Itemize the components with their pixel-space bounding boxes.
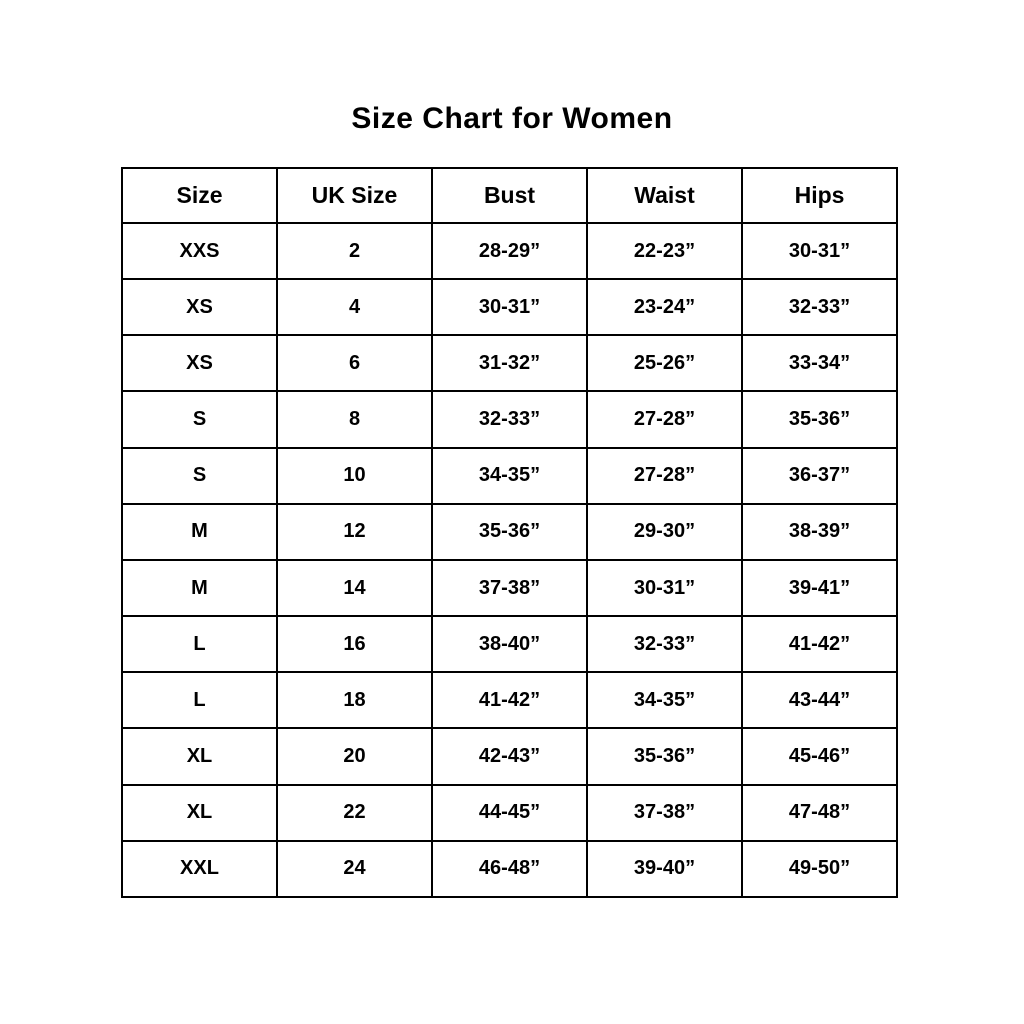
table-cell: 30-31”: [587, 560, 742, 616]
table-row: [122, 560, 897, 616]
table-cell: 33-34”: [742, 335, 897, 391]
table-cell: 28-29”: [432, 223, 587, 279]
table-cell: 43-44”: [742, 672, 897, 728]
table-row: [122, 279, 897, 335]
table-cell: S: [122, 448, 277, 504]
table-row: [122, 223, 897, 279]
table-cell: 42-43”: [432, 728, 587, 784]
table-cell: 45-46”: [742, 728, 897, 784]
table-cell: XXS: [122, 223, 277, 279]
table-cell: 12: [277, 504, 432, 560]
table-cell: XS: [122, 279, 277, 335]
table-cell: L: [122, 672, 277, 728]
table-cell: XXL: [122, 841, 277, 897]
table-cell: 10: [277, 448, 432, 504]
table-header: [122, 168, 897, 223]
size-chart-table: [121, 167, 898, 898]
table-cell: M: [122, 504, 277, 560]
table-cell: 29-30”: [587, 504, 742, 560]
column-header: Hips: [742, 168, 897, 223]
table-cell: M: [122, 560, 277, 616]
table-cell: 32-33”: [432, 391, 587, 447]
table-cell: 44-45”: [432, 785, 587, 841]
table-row: [122, 391, 897, 447]
table-cell: 46-48”: [432, 841, 587, 897]
table-cell: 30-31”: [432, 279, 587, 335]
table-cell: 34-35”: [587, 672, 742, 728]
table-cell: 39-40”: [587, 841, 742, 897]
table-cell: 32-33”: [587, 616, 742, 672]
table-cell: XL: [122, 728, 277, 784]
table-cell: 22-23”: [587, 223, 742, 279]
table-cell: 49-50”: [742, 841, 897, 897]
table-row: [122, 672, 897, 728]
table-cell: 18: [277, 672, 432, 728]
table-cell: 39-41”: [742, 560, 897, 616]
table-cell: 37-38”: [432, 560, 587, 616]
table-cell: 36-37”: [742, 448, 897, 504]
table-cell: XL: [122, 785, 277, 841]
table-cell: 2: [277, 223, 432, 279]
table-cell: 37-38”: [587, 785, 742, 841]
table-cell: 24: [277, 841, 432, 897]
table-cell: 16: [277, 616, 432, 672]
table-cell: 4: [277, 279, 432, 335]
column-header: UK Size: [277, 168, 432, 223]
table-cell: 47-48”: [742, 785, 897, 841]
table-cell: 27-28”: [587, 448, 742, 504]
column-header: Size: [122, 168, 277, 223]
table-cell: 41-42”: [742, 616, 897, 672]
table-row: [122, 841, 897, 897]
table-cell: 32-33”: [742, 279, 897, 335]
table-cell: 6: [277, 335, 432, 391]
table-cell: 27-28”: [587, 391, 742, 447]
table-cell: S: [122, 391, 277, 447]
table-row: [122, 504, 897, 560]
table-cell: 38-39”: [742, 504, 897, 560]
table-row: [122, 448, 897, 504]
table-cell: 34-35”: [432, 448, 587, 504]
table-cell: 35-36”: [432, 504, 587, 560]
table-cell: XS: [122, 335, 277, 391]
table-cell: 22: [277, 785, 432, 841]
table-row: [122, 616, 897, 672]
table-cell: 20: [277, 728, 432, 784]
table-cell: 30-31”: [742, 223, 897, 279]
table-cell: 8: [277, 391, 432, 447]
column-header: Bust: [432, 168, 587, 223]
table-cell: 25-26”: [587, 335, 742, 391]
table-cell: 41-42”: [432, 672, 587, 728]
table-cell: 23-24”: [587, 279, 742, 335]
table-cell: 35-36”: [587, 728, 742, 784]
table-row: [122, 785, 897, 841]
table-row: [122, 728, 897, 784]
table-cell: 31-32”: [432, 335, 587, 391]
table-body: [122, 223, 897, 897]
page-title: Size Chart for Women: [351, 102, 673, 135]
table-cell: L: [122, 616, 277, 672]
table-cell: 14: [277, 560, 432, 616]
table-cell: 35-36”: [742, 391, 897, 447]
table-row: [122, 335, 897, 391]
column-header: Waist: [587, 168, 742, 223]
table-cell: 38-40”: [432, 616, 587, 672]
header-row: [122, 168, 897, 223]
